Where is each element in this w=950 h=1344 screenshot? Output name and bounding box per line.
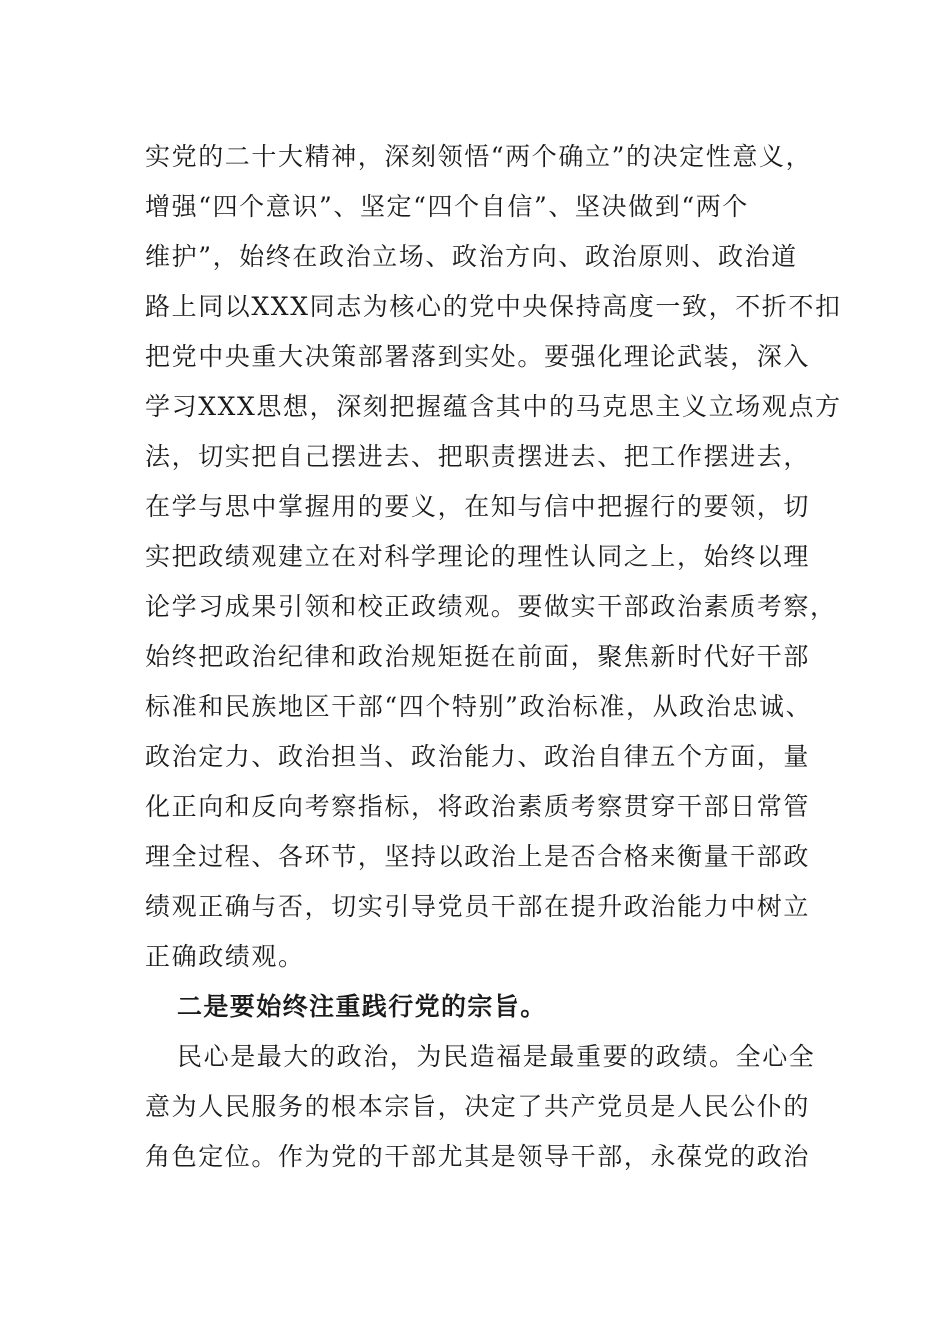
paragraph-line: 化正向和反向考察指标，将政治素质考察贯穿干部日常管: [145, 792, 811, 821]
paragraph-line: 把党中央重大决策部署落到实处。要强化理论武装，深入: [145, 342, 811, 371]
paragraph-line: 学习XXX思想，深刻把握蕴含其中的马克思主义立场观点方: [145, 392, 842, 421]
paragraph-line: 路上同以XXX同志为核心的党中央保持高度一致，不折不扣: [145, 292, 842, 321]
paragraph-line: 绩观正确与否，切实引导党员干部在提升政治能力中树立: [145, 892, 811, 921]
paragraph-line: 实把政绩观建立在对科学理论的理性认同之上，始终以理: [145, 542, 811, 571]
paragraph-line: 在学与思中掌握用的要义，在知与信中把握行的要领，切: [145, 492, 811, 521]
section-heading: 二是要始终注重践行党的宗旨。: [177, 992, 547, 1021]
paragraph-line: 正确政绩观。: [145, 942, 305, 971]
paragraph-line: 实党的二十大精神，深刻领悟“两个确立”的决定性意义，: [145, 142, 813, 171]
paragraph-line: 法，切实把自己摆进去、把职责摆进去、把工作摆进去，: [145, 442, 811, 471]
paragraph-line: 增强“四个意识”、坚定“四个自信”、坚决做到“两个: [145, 192, 749, 221]
paragraph-line: 理全过程、各环节，坚持以政治上是否合格来衡量干部政: [145, 842, 811, 871]
paragraph-line: 政治定力、政治担当、政治能力、政治自律五个方面，量: [145, 742, 811, 771]
document-body: [145, 132, 842, 1182]
paragraph-line: 维护”，始终在政治立场、政治方向、政治原则、政治道: [145, 242, 798, 271]
paragraph-line: 标准和民族地区干部“四个特别”政治标准，从政治忠诚、: [145, 692, 813, 721]
paragraph-line: 始终把政治纪律和政治规矩挺在前面，聚焦新时代好干部: [145, 642, 811, 671]
paragraph-line: 角色定位。作为党的干部尤其是领导干部，永葆党的政治: [145, 1142, 811, 1171]
paragraph-line: 意为人民服务的根本宗旨，决定了共产党员是人民公仆的: [145, 1092, 811, 1121]
paragraph-line: 论学习成果引领和校正政绩观。要做实干部政治素质考察，: [145, 592, 837, 621]
paragraph-line: 民心是最大的政治，为民造福是最重要的政绩。全心全: [177, 1042, 816, 1071]
